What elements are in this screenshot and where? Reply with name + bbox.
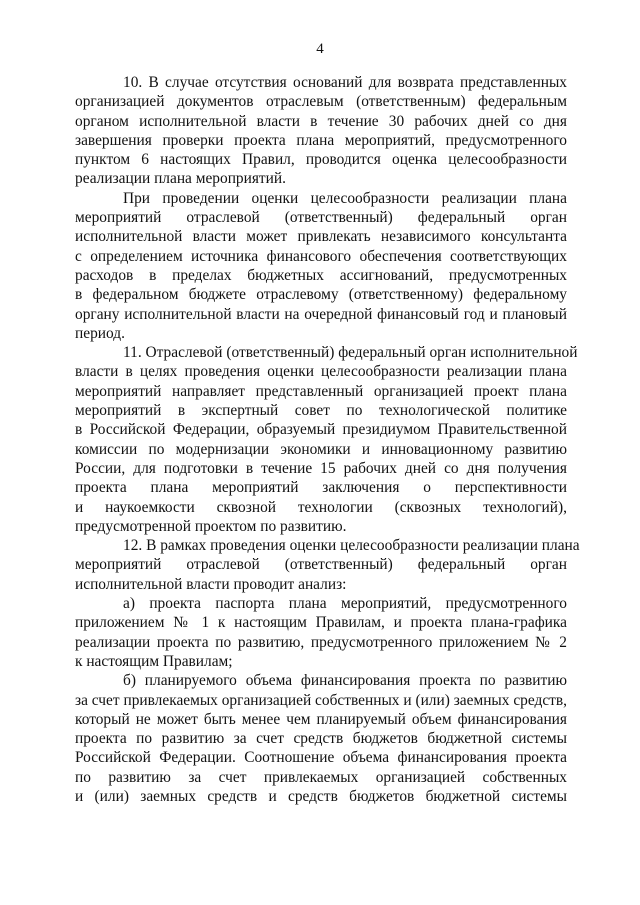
paragraph	[75, 671, 567, 806]
text-line: в федеральном бюджете отраслевому (ответственному) федеральному	[75, 286, 567, 304]
page-number: 4	[316, 41, 324, 57]
paragraph	[75, 73, 567, 189]
text-line: проекта плана мероприятий заключения о перспективности	[75, 479, 567, 497]
text-line: предусмотренной проектом по развитию.	[75, 517, 347, 535]
text-line: приложением № 1 к настоящим Правилам, и проекта плана-графика	[75, 614, 567, 632]
text-line: завершения проверки проекта плана мероприятий, предусмотренного	[75, 131, 567, 149]
paragraph	[75, 343, 578, 536]
text-line: власти в целях проведения оценки целесообразности реализации плана	[75, 363, 567, 381]
text-line: При проведении оценки целесообразности реализации плана	[123, 189, 567, 207]
text-line: исполнительной власти может привлекать независимого консультанта	[75, 228, 567, 246]
text-line: Российской Федерации. Соотношение объема финансирования проекта	[75, 749, 567, 767]
text-line: России, для подготовки в течение 15 рабочих дней со дня получения	[75, 459, 567, 477]
text-line: по развитию за счет привлекаемых организацией собственных	[75, 768, 567, 786]
text-line: к настоящим Правилам;	[75, 652, 233, 670]
text-line: мероприятий отраслевой (ответственный) федеральный орган	[75, 556, 567, 574]
text-line: расходов в пределах бюджетных ассигнований, предусмотренных	[75, 266, 567, 284]
text-line: за счет привлекаемых организацией собственных и (или) заемных средств,	[75, 691, 567, 709]
text-line: органу исполнительной власти на очередной финансовый год и плановый	[75, 305, 567, 323]
document-body	[75, 73, 580, 806]
paragraph	[75, 536, 580, 594]
text-line: реализации проекта по развитию, предусмотренного приложением № 2	[75, 633, 567, 651]
text-line: в Российской Федерации, образуемый президиумом Правительственной	[75, 421, 567, 439]
text-line: 11. Отраслевой (ответственный) федеральный орган исполнительной	[123, 344, 578, 362]
text-line: с определением источника финансового обеспечения соответствующих	[75, 247, 567, 265]
text-line: 10. В случае отсутствия оснований для возврата представленных	[123, 74, 567, 91]
text-line: а) проекта паспорта плана мероприятий, предусмотренного	[123, 595, 567, 613]
text-line: комиссии по модернизации экономики и инновационному развитию	[75, 440, 567, 458]
text-line: который не может быть менее чем планируемый объем финансирования	[75, 710, 567, 728]
text-line: мероприятий направляет представленный организацией проект плана	[75, 382, 567, 400]
text-line: мероприятий отраслевой (ответственный) федеральный орган	[75, 209, 567, 227]
text-line: проекта по развитию за счет средств бюджетов бюджетной системы	[75, 730, 567, 748]
text-line: и (или) заемных средств и средств бюджетов бюджетной системы	[75, 787, 567, 805]
text-line: и наукоемкости сквозной технологии (сквозных технологий),	[75, 498, 567, 516]
paragraph	[75, 594, 567, 671]
text-line: б) планируемого объема финансирования проекта по развитию	[123, 672, 567, 690]
text-line: исполнительной власти проводит анализ:	[75, 575, 347, 593]
text-line: мероприятий в экспертный совет по технологической политике	[75, 402, 567, 420]
text-line: пунктом 6 настоящих Правил, проводится оценка целесообразности	[75, 151, 567, 169]
text-line: организацией документов отраслевым (ответственным) федеральным	[75, 93, 567, 111]
paragraph	[75, 189, 567, 343]
text-line: органом исполнительной власти в течение 30 рабочих дней со дня	[75, 112, 567, 130]
text-line: реализации плана мероприятий.	[75, 170, 286, 188]
text-line: период.	[75, 324, 125, 342]
text-line: 12. В рамках проведения оценки целесообразности реализации плана	[123, 537, 580, 555]
